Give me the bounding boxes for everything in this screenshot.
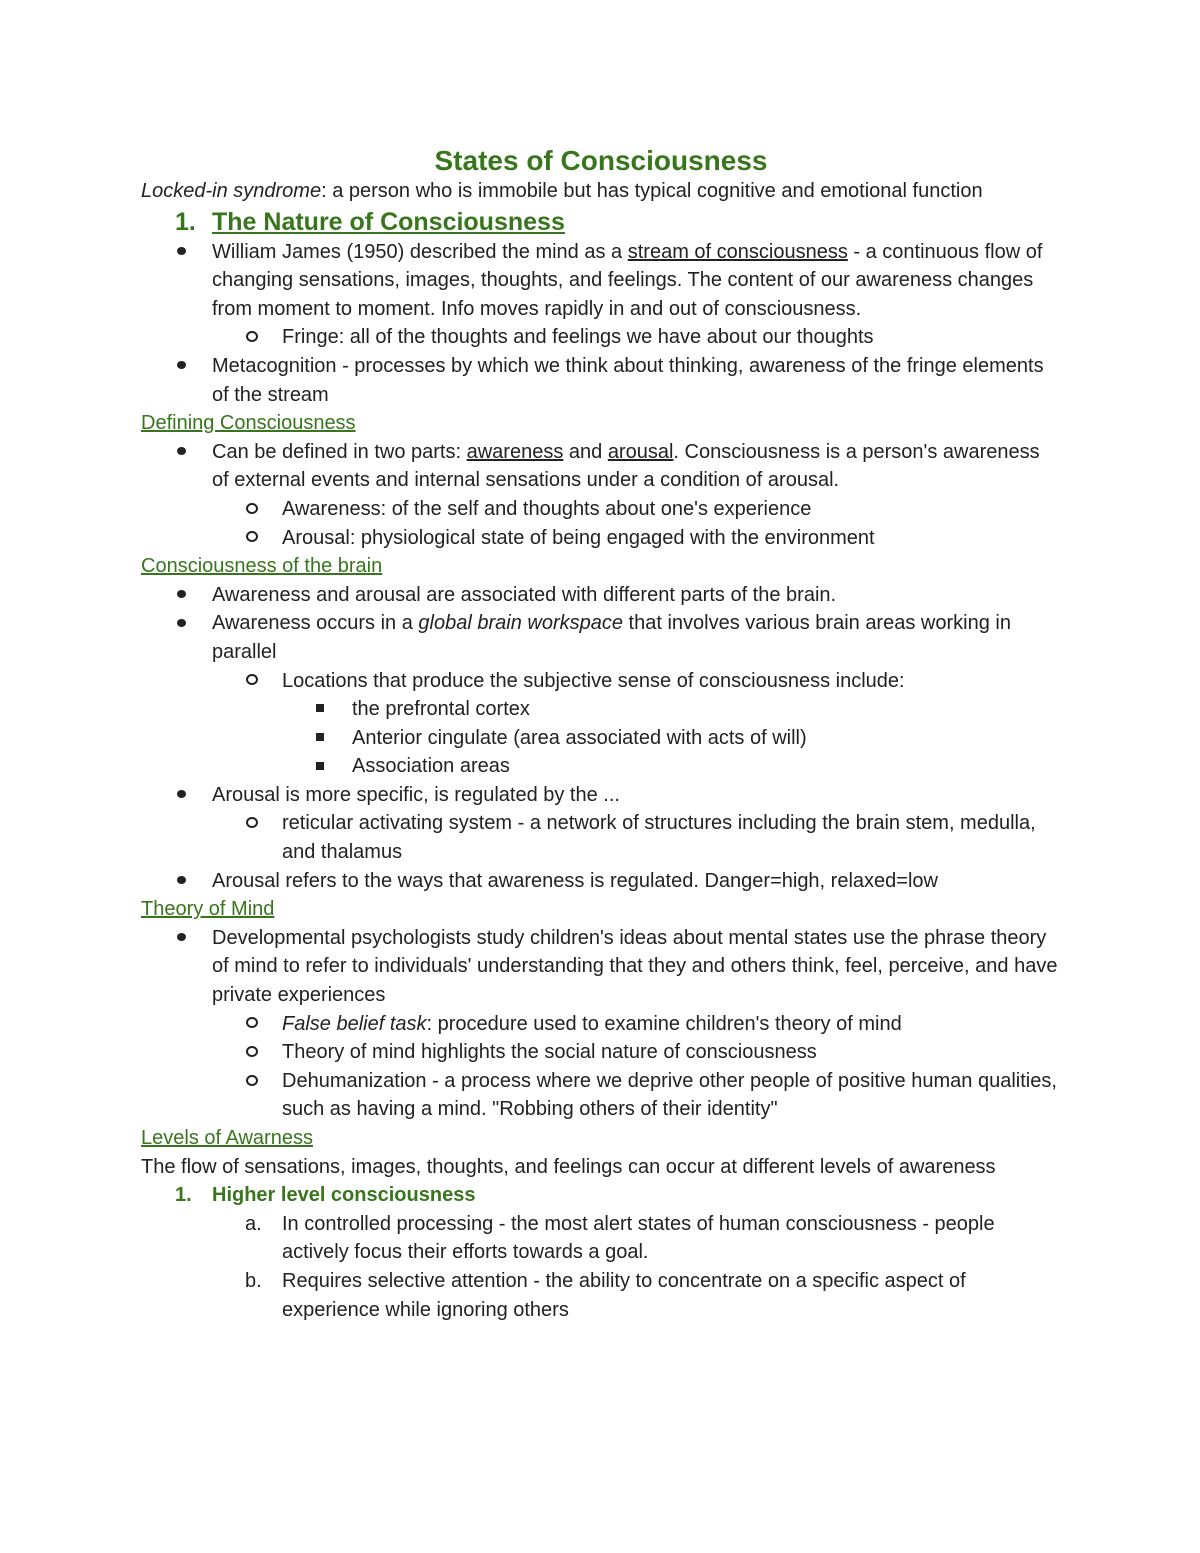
document-body xyxy=(141,141,1061,1324)
bullet-icon xyxy=(177,581,186,610)
list-item: Can be defined in two parts: awareness and arousal. Consciousness is a person's awareness of external events and internal sensations under a condition of arousal. xyxy=(141,438,1061,495)
page-title: States of Consciousness xyxy=(434,145,768,176)
subheading-number: 1. xyxy=(175,1184,192,1207)
list-item: Developmental psychologists study children's ideas about mental states use the phrase theory of mind to refer to individuals' understanding that they and others think, feel, perceive, and have private experiences xyxy=(141,924,1061,1010)
list-letter: b. xyxy=(245,1269,262,1292)
list-item: Awareness occurs in a global brain workspace that involves various brain areas working in parallel xyxy=(141,609,1061,666)
levels-intro: The flow of sensations, images, thoughts, and feelings can occur at different levels of awareness xyxy=(141,1155,996,1178)
list-item: Anterior cingulate (area associated with acts of will) xyxy=(141,724,1061,753)
square-bullet-icon xyxy=(316,695,324,724)
circle-bullet-icon xyxy=(246,809,258,838)
intro-text: : a person who is immobile but has typical cognitive and emotional function xyxy=(321,180,983,202)
section-heading-levels: Levels of Awarness xyxy=(141,1127,313,1149)
circle-bullet-icon xyxy=(246,1067,258,1096)
section-heading-mind: Theory of Mind xyxy=(141,898,275,921)
section-number: 1. xyxy=(175,207,196,236)
section-heading-brain: Consciousness of the brain xyxy=(141,555,383,578)
list-item: Awareness and arousal are associated with different parts of the brain. xyxy=(141,581,1061,610)
list-item: Arousal refers to the ways that awareness is regulated. Danger=high, relaxed=low xyxy=(141,867,1061,896)
list-item: Dehumanization - a process where we deprive other people of positive human qualities, such as having a mind. "Robbing others of their identity" xyxy=(141,1067,1061,1124)
list-item: Association areas xyxy=(141,752,1061,781)
list-item: reticular activating system - a network of structures including the brain stem, medulla, and thalamus xyxy=(141,809,1061,866)
bullet-icon xyxy=(177,867,186,896)
underlined-term: arousal xyxy=(607,440,674,463)
bullet-icon xyxy=(177,924,186,953)
list-item: Awareness: of the self and thoughts about one's experience xyxy=(141,495,1061,524)
list-item: a. In controlled processing - the most alert states of human consciousness - people actively focus their efforts towards a goal. xyxy=(141,1210,1061,1267)
subheading-higher-level xyxy=(141,1181,1061,1210)
underlined-term: awareness xyxy=(466,440,564,463)
circle-bullet-icon xyxy=(246,1010,258,1039)
list-item: William James (1950) described the mind as a stream of consciousness - a continuous flow of changing sensations, images, thoughts, and feelings. The content of our awareness changes from moment to moment. Info moves rapidly in and out of consciousness. xyxy=(141,238,1061,324)
circle-bullet-icon xyxy=(246,1038,258,1067)
square-bullet-icon xyxy=(316,752,324,781)
list-item: b. Requires selective attention - the ability to concentrate on a specific aspect of experience while ignoring others xyxy=(141,1267,1061,1324)
intro-term: Locked-in syndrome xyxy=(141,180,322,202)
list-item: Metacognition - processes by which we think about thinking, awareness of the fringe elements of the stream xyxy=(141,352,1061,409)
section-title: The Nature of Consciousness xyxy=(212,207,565,236)
list-item: Arousal is more specific, is regulated by the ... xyxy=(141,781,1061,810)
list-item: Arousal: physiological state of being engaged with the environment xyxy=(141,524,1061,553)
square-bullet-icon xyxy=(316,724,324,753)
list-item: the prefrontal cortex xyxy=(141,695,1061,724)
intro-line xyxy=(141,177,1061,206)
bullet-icon xyxy=(177,609,186,638)
circle-bullet-icon xyxy=(246,323,258,352)
list-letter: a. xyxy=(245,1212,262,1235)
circle-bullet-icon xyxy=(246,524,258,553)
subheading-text: Higher level consciousness xyxy=(212,1184,476,1207)
circle-bullet-icon xyxy=(246,495,258,524)
circle-bullet-icon xyxy=(246,667,258,696)
bullet-icon xyxy=(177,781,186,810)
section-heading-defining: Defining Consciousness xyxy=(141,412,356,435)
list-item: False belief task: procedure used to examine children's theory of mind xyxy=(141,1010,1061,1039)
underlined-term: stream of consciousness xyxy=(627,240,848,263)
section-heading-nature xyxy=(141,206,1061,238)
bullet-icon xyxy=(177,352,186,381)
bullet-icon xyxy=(177,238,186,267)
list-item: Locations that produce the subjective sense of consciousness include: xyxy=(141,667,1061,696)
bullet-icon xyxy=(177,438,186,467)
list-item: Theory of mind highlights the social nature of consciousness xyxy=(141,1038,1061,1067)
list-item: Fringe: all of the thoughts and feelings we have about our thoughts xyxy=(141,323,1061,352)
